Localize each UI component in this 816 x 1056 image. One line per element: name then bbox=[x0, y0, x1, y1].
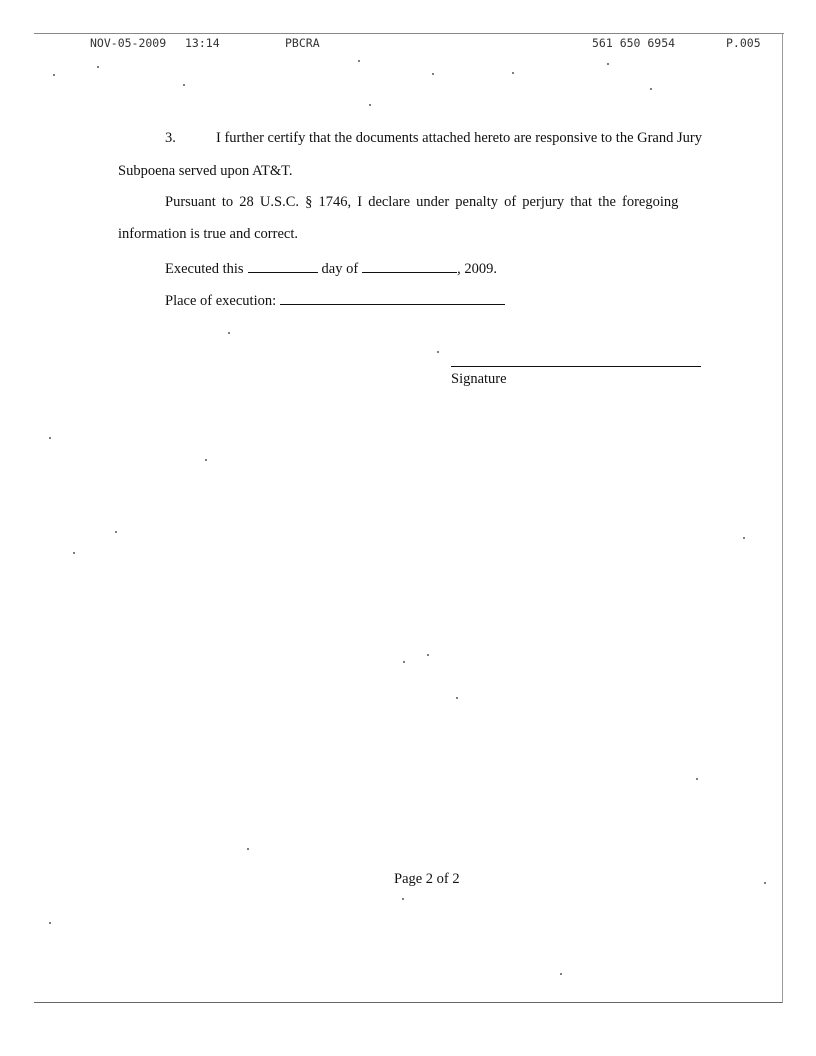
scan-speck bbox=[183, 84, 185, 86]
scan-speck bbox=[432, 73, 434, 75]
scan-speck bbox=[369, 104, 371, 106]
paragraph-3-line-1 bbox=[165, 130, 742, 147]
scan-speck bbox=[358, 60, 360, 62]
scan-speck bbox=[456, 697, 458, 699]
scan-speck bbox=[696, 778, 698, 780]
month-blank-field[interactable] bbox=[362, 259, 457, 273]
fax-phone: 561 650 6954 bbox=[592, 36, 676, 50]
scan-speck bbox=[97, 66, 99, 68]
scan-border-right bbox=[782, 33, 783, 1003]
executed-prefix: Executed this bbox=[165, 261, 244, 277]
scan-speck bbox=[437, 351, 439, 353]
scan-speck bbox=[560, 973, 562, 975]
paragraph-number: 3. bbox=[165, 130, 176, 146]
scan-speck bbox=[73, 552, 75, 554]
scan-speck bbox=[607, 63, 609, 65]
day-blank-field[interactable] bbox=[248, 259, 318, 273]
page-footer: Page 2 of 2 bbox=[394, 871, 460, 887]
scan-speck bbox=[49, 437, 51, 439]
place-label: Place of execution: bbox=[165, 293, 277, 309]
scan-speck bbox=[228, 332, 230, 334]
fax-page-number: P.005 bbox=[726, 36, 761, 50]
scan-speck bbox=[205, 459, 207, 461]
scan-border-top bbox=[34, 33, 784, 34]
fax-sender: PBCRA bbox=[285, 36, 320, 50]
paragraph-4-line-2: information is true and correct. bbox=[118, 226, 298, 242]
scan-speck bbox=[764, 882, 766, 884]
paragraph-3-line-2: Subpoena served upon AT&T. bbox=[118, 163, 293, 179]
executed-middle: day of bbox=[321, 261, 359, 277]
paragraph-3-text: I further certify that the documents attached hereto are responsive to the Grand Jury bbox=[216, 130, 702, 146]
scan-speck bbox=[247, 848, 249, 850]
signature-label: Signature bbox=[451, 371, 507, 387]
scan-speck bbox=[743, 537, 745, 539]
fax-time: 13:14 bbox=[185, 36, 220, 50]
scan-speck bbox=[115, 531, 117, 533]
scan-speck bbox=[53, 74, 55, 76]
scan-speck bbox=[403, 661, 405, 663]
scan-border-bottom bbox=[34, 1002, 782, 1003]
scan-speck bbox=[49, 922, 51, 924]
executed-suffix: , 2009. bbox=[457, 261, 498, 277]
scan-speck bbox=[427, 654, 429, 656]
signature-line[interactable] bbox=[451, 366, 701, 367]
scan-speck bbox=[512, 72, 514, 74]
scan-speck bbox=[402, 898, 404, 900]
fax-date: NOV-05-2009 bbox=[90, 36, 167, 50]
paragraph-4-line-1: Pursuant to 28 U.S.C. § 1746, I declare under penalty of perjury that the foregoing bbox=[165, 194, 679, 210]
place-blank-field[interactable] bbox=[280, 291, 505, 305]
fax-header bbox=[0, 36, 816, 52]
scan-speck bbox=[650, 88, 652, 90]
place-of-execution-line bbox=[165, 291, 505, 310]
executed-line bbox=[165, 259, 497, 278]
